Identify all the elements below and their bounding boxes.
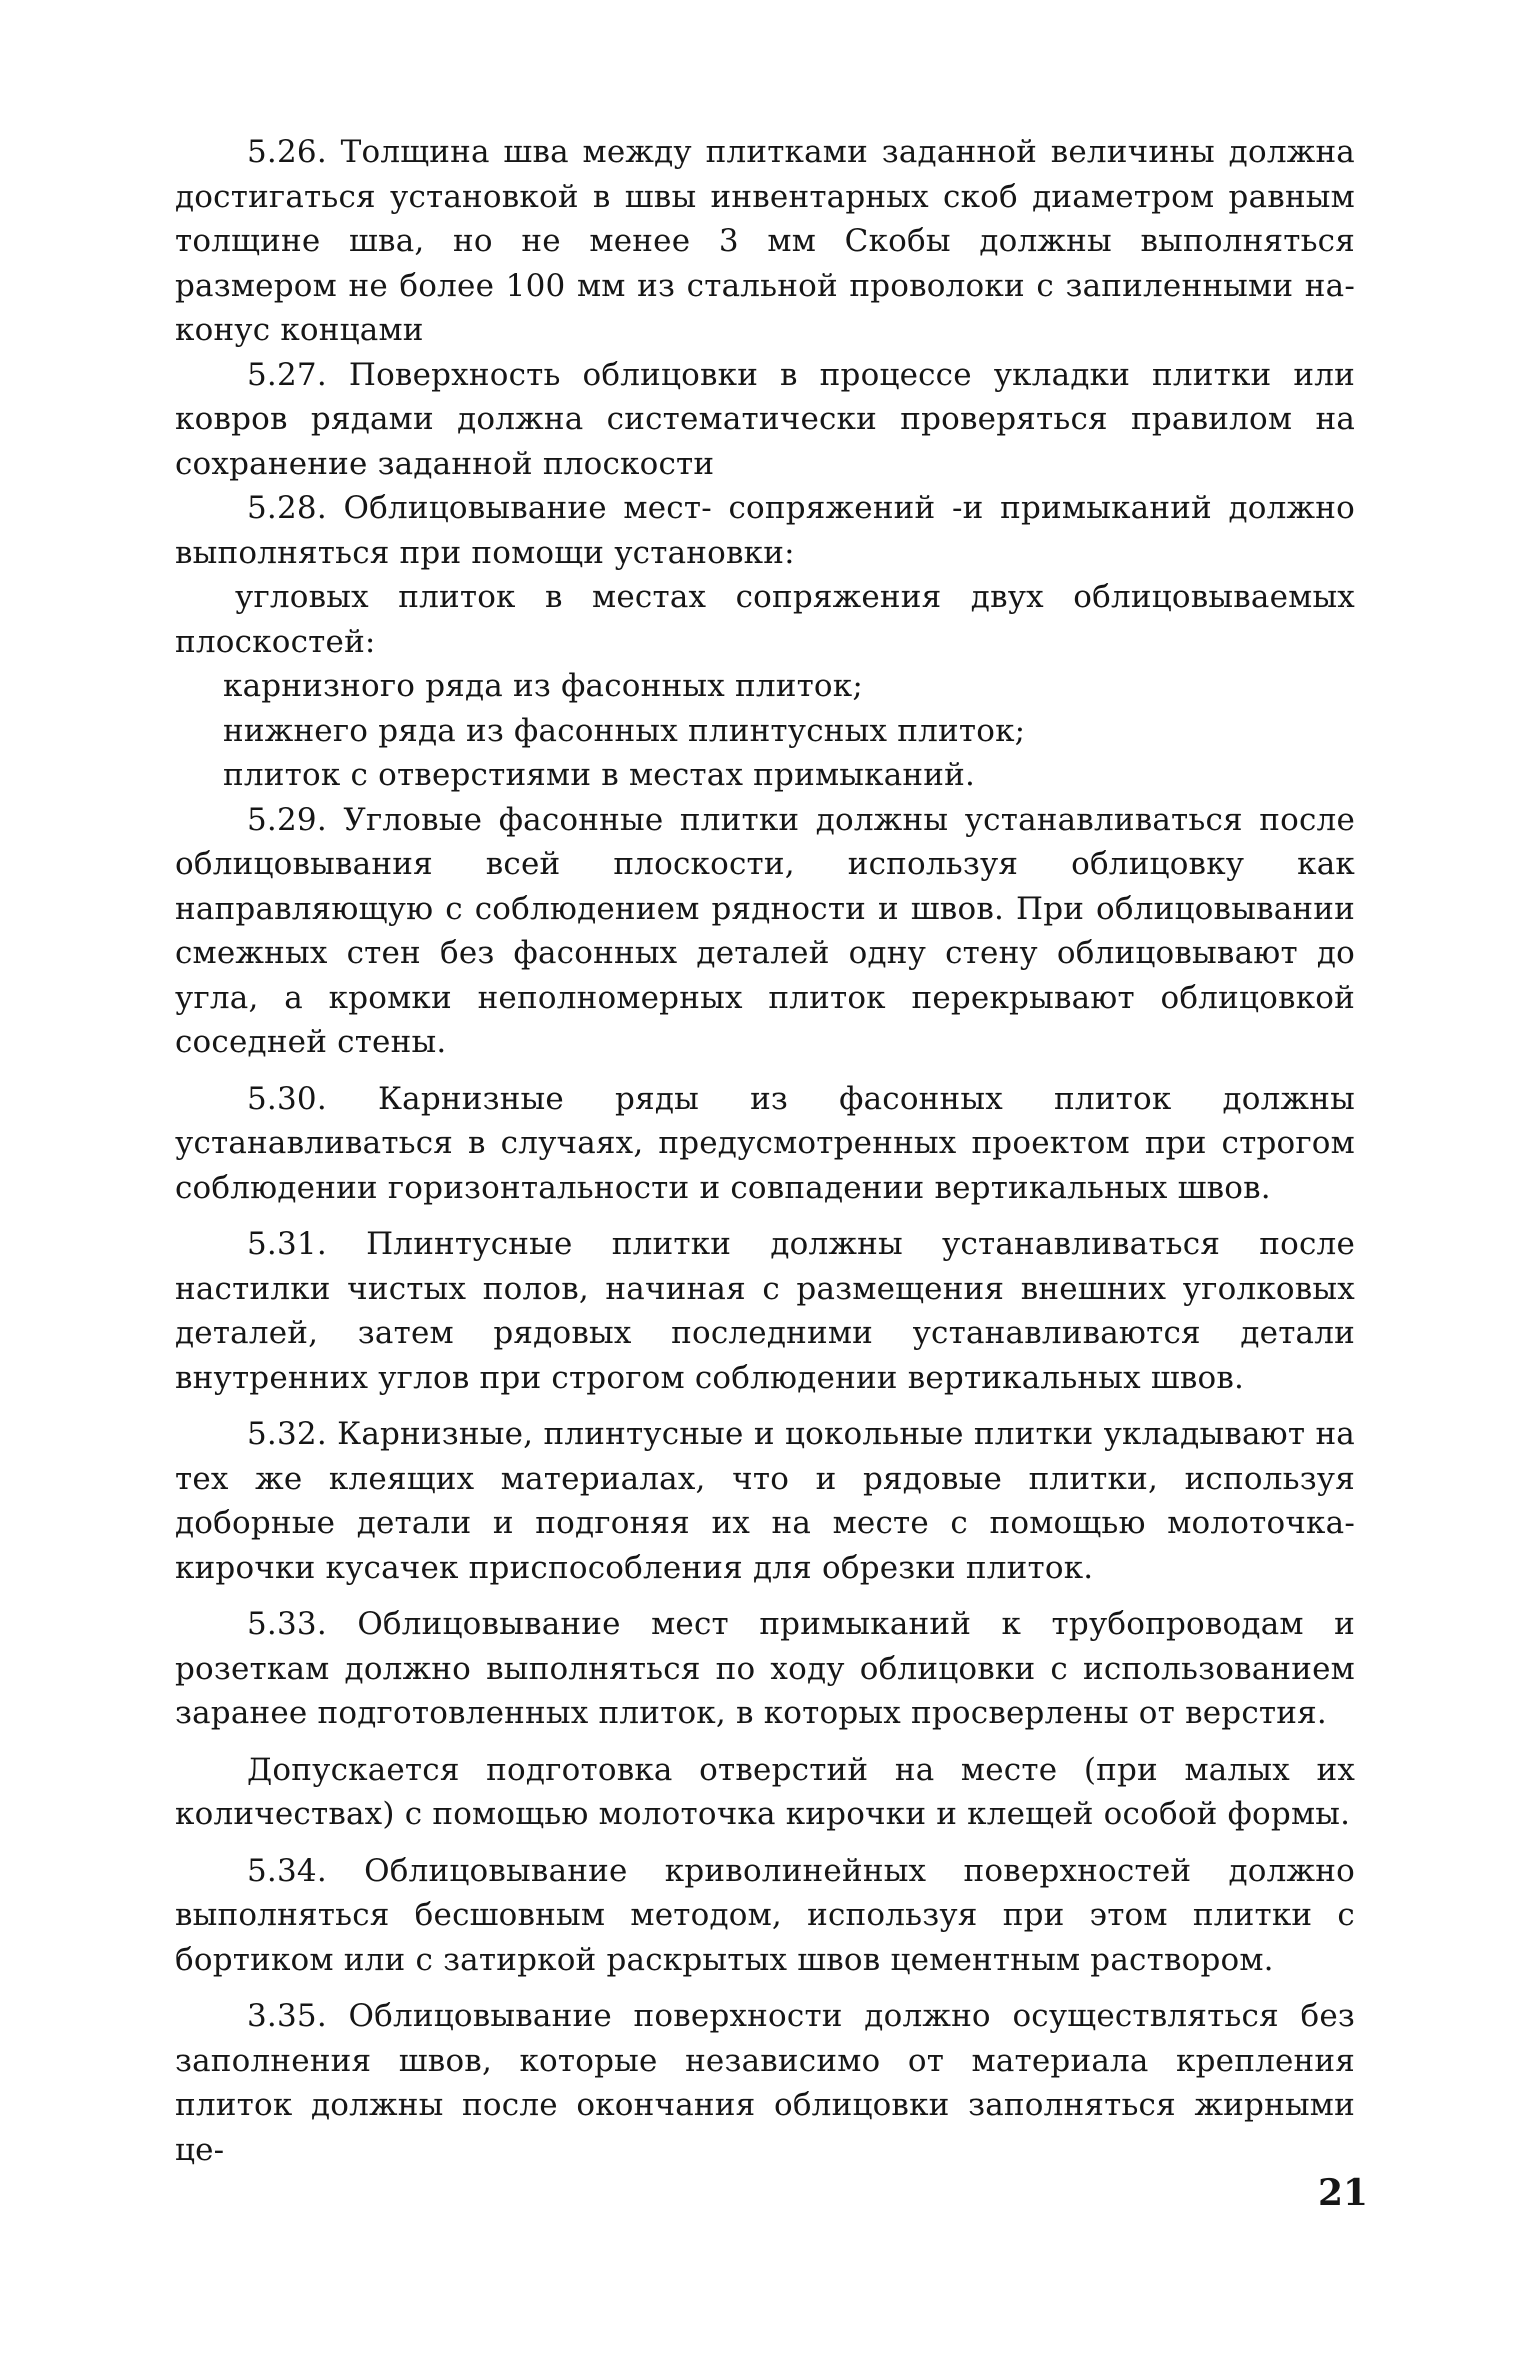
list-item: нижнего ряда из фасонных плинтусных плиток; bbox=[223, 712, 1026, 749]
list-item: угловых плиток в местах сопряжения двух облицовываемых плоскостей: bbox=[175, 579, 1355, 660]
paragraph-5-30: 5.30. Карнизные ряды из фасонных плиток должны устанавливаться в случаях, предусмотренных проектом при строгом соблюдении горизонтальности и совпадении вертикальных швов. bbox=[175, 1080, 1355, 1206]
installation-list bbox=[175, 575, 1355, 798]
paragraph-5-28: 5.28. Облицовывание мест- сопряжений -и примыканий должно выполняться при помощи установки: bbox=[175, 490, 1355, 571]
paragraph-5-26: 5.26. Толщина шва между плитками заданной величины должна достигаться установкой в швы инвентарных скоб диаметром равным толщине шва, но не менее 3 мм Скобы должны выполняться размером не более 100 мм из стальной проволоки с запиленными на- конус концами bbox=[175, 134, 1355, 348]
paragraph-5-29: 5.29. Угловые фасонные плитки должны устанавливаться после облицовывания всей плоскости, используя облицовку как направляющую с соблюдением рядности и швов. При облицовывании смежных стен без фасонных деталей одну стену облицовывают до угла, а кромки неполномерных плиток перекрывают облицовкой соседней стены. bbox=[175, 801, 1355, 1060]
paragraph-5-31: 5.31. Плинтусные плитки должны устанавливаться после настилки чистых полов, начиная с размещения внешних уголковых деталей, затем рядовых последними устанавливаются детали внутренних углов при строгом соблюдении вертикальных швов. bbox=[175, 1226, 1355, 1396]
list-item: плиток с отверстиями в местах примыканий. bbox=[223, 757, 976, 793]
paragraph-5-27: 5.27. Поверхность облицовки в процессе укладки плитки или ковров рядами должна систематически проверяться правилом на сохранение заданной плоскости bbox=[175, 356, 1355, 482]
list-item: карнизного ряда из фасонных плиток; bbox=[223, 668, 864, 704]
body-text bbox=[175, 130, 1355, 2172]
paragraph-5-33-note: Допускается подготовка отверстий на месте (при малых их количествах) с помощью молоточка кирочки и клещей особой формы. bbox=[175, 1751, 1355, 1832]
paragraph-5-33: 5.33. Облицовывание мест примыканий к трубопроводам и розеткам должно выполняться по ходу облицовки с использованием заранее подготовленных плиток, в которых просверлены от верстия. bbox=[175, 1606, 1355, 1731]
paragraph-5-35: 3.35. Облицовывание поверхности должно осуществляться без заполнения швов, которые независимо от материала крепления плиток должны после окончания облицовки заполняться жирными це- bbox=[175, 1998, 1355, 2168]
paragraph-5-32: 5.32. Карнизные, плинтусные и цокольные плитки укладывают на тех же клеящих материалах, что и рядовые плитки, используя доборные детали и подгоняя их на месте с помощью молоточка-кирочки кусачек приспособления для обрезки плиток. bbox=[175, 1416, 1355, 1586]
paragraph-5-34: 5.34. Облицовывание криволинейных поверхностей должно выполняться бесшовным методом, используя при этом плитки с бортиком или с затиркой раскрытых швов цементным раствором. bbox=[175, 1852, 1355, 1978]
page-number: 21 bbox=[1318, 2172, 1369, 2214]
